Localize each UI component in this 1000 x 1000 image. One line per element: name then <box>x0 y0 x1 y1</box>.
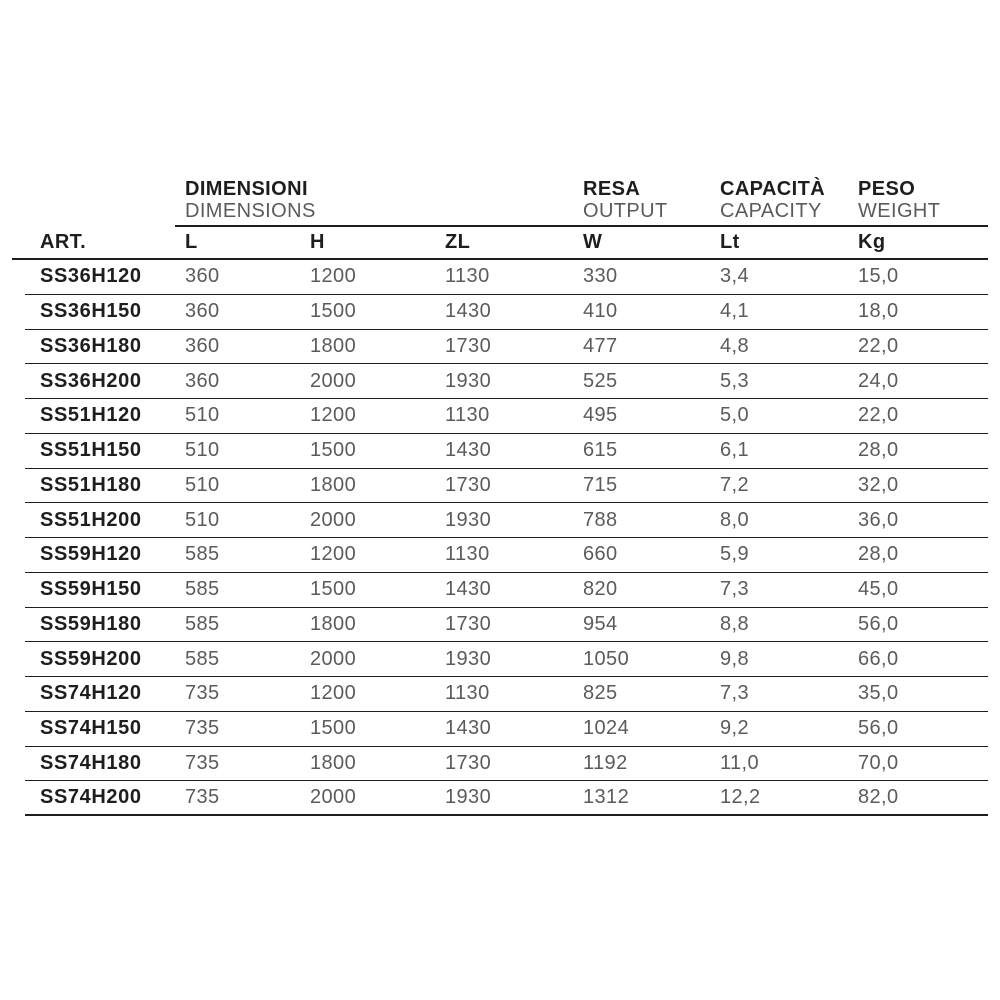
cell-w: 330 <box>583 265 618 288</box>
cell-zl: 1130 <box>445 682 490 705</box>
group-label-capacita: CAPACITÀ <box>720 178 826 200</box>
column-header-h: H <box>310 231 325 253</box>
product-spec-table <box>12 178 988 816</box>
table-row <box>25 677 988 712</box>
group-header-output <box>583 178 720 222</box>
cell-zl: 1130 <box>445 265 490 288</box>
cell-kg: 18,0 <box>858 300 899 323</box>
column-header-kg: Kg <box>858 231 886 253</box>
column-header-w: W <box>583 231 603 253</box>
cell-l: 510 <box>185 473 220 496</box>
table-row <box>25 469 988 504</box>
column-header-l: L <box>185 231 198 253</box>
cell-lt: 6,1 <box>720 439 750 462</box>
cell-h: 1500 <box>310 439 357 462</box>
cell-h: 2000 <box>310 786 357 809</box>
art-code: SS74H180 <box>40 751 142 774</box>
art-code: SS36H200 <box>40 369 142 392</box>
art-code: SS36H120 <box>40 265 142 288</box>
cell-kg: 24,0 <box>858 369 899 392</box>
cell-l: 360 <box>185 334 220 357</box>
table-row <box>25 503 988 538</box>
cell-lt: 11,0 <box>720 751 760 774</box>
cell-l: 735 <box>185 751 220 774</box>
table-body <box>25 260 988 816</box>
cell-w: 495 <box>583 404 618 427</box>
art-code: SS51H120 <box>40 404 142 427</box>
cell-l: 510 <box>185 508 220 531</box>
table-row <box>25 747 988 782</box>
column-header-zl: ZL <box>445 231 471 253</box>
cell-lt: 4,8 <box>720 334 750 357</box>
cell-kg: 28,0 <box>858 439 899 462</box>
cell-zl: 1730 <box>445 473 492 496</box>
group-label-dimensioni: DIMENSIONI <box>185 178 308 200</box>
cell-lt: 7,3 <box>720 578 750 601</box>
group-label-peso: PESO <box>858 178 916 200</box>
cell-h: 1200 <box>310 265 357 288</box>
art-code: SS74H200 <box>40 786 142 809</box>
cell-h: 1200 <box>310 682 357 705</box>
cell-kg: 56,0 <box>858 717 899 740</box>
cell-zl: 1930 <box>445 786 492 809</box>
cell-l: 510 <box>185 404 220 427</box>
cell-zl: 1730 <box>445 612 492 635</box>
cell-kg: 70,0 <box>858 751 899 774</box>
cell-w: 615 <box>583 439 618 462</box>
cell-kg: 35,0 <box>858 682 899 705</box>
cell-lt: 3,4 <box>720 265 750 288</box>
cell-zl: 1430 <box>445 439 492 462</box>
cell-w: 1192 <box>583 751 628 774</box>
table-row <box>25 781 988 816</box>
cell-lt: 5,3 <box>720 369 750 392</box>
group-header-dimensions <box>185 178 583 222</box>
cell-lt: 8,8 <box>720 612 750 635</box>
cell-kg: 15,0 <box>858 265 899 288</box>
table-row <box>25 295 988 330</box>
cell-l: 585 <box>185 647 220 670</box>
cell-w: 477 <box>583 334 618 357</box>
cell-lt: 9,8 <box>720 647 750 670</box>
art-code: SS74H150 <box>40 717 142 740</box>
cell-kg: 32,0 <box>858 473 899 496</box>
cell-kg: 36,0 <box>858 508 899 531</box>
table-row <box>25 399 988 434</box>
cell-kg: 66,0 <box>858 647 899 670</box>
cell-zl: 1930 <box>445 647 492 670</box>
group-label-resa: RESA <box>583 178 641 200</box>
cell-kg: 28,0 <box>858 543 899 566</box>
cell-l: 360 <box>185 300 220 323</box>
art-code: SS51H200 <box>40 508 142 531</box>
cell-zl: 1930 <box>445 508 492 531</box>
cell-zl: 1730 <box>445 751 492 774</box>
cell-lt: 5,0 <box>720 404 750 427</box>
cell-w: 410 <box>583 300 618 323</box>
group-header-weight <box>858 178 988 222</box>
group-label-capacity: CAPACITY <box>720 200 822 222</box>
cell-h: 2000 <box>310 508 357 531</box>
cell-l: 585 <box>185 543 220 566</box>
cell-zl: 1430 <box>445 717 492 740</box>
table-row <box>25 642 988 677</box>
cell-zl: 1130 <box>445 404 490 427</box>
cell-l: 585 <box>185 612 220 635</box>
table-row <box>25 608 988 643</box>
art-code: SS59H200 <box>40 647 142 670</box>
cell-zl: 1930 <box>445 369 492 392</box>
cell-kg: 22,0 <box>858 334 899 357</box>
cell-w: 525 <box>583 369 618 392</box>
cell-kg: 45,0 <box>858 578 899 601</box>
cell-h: 1500 <box>310 578 357 601</box>
cell-kg: 22,0 <box>858 404 899 427</box>
cell-l: 735 <box>185 717 220 740</box>
cell-l: 510 <box>185 439 220 462</box>
cell-l: 360 <box>185 265 220 288</box>
art-code: SS59H180 <box>40 612 142 635</box>
cell-zl: 1130 <box>445 543 490 566</box>
cell-lt: 4,1 <box>720 300 750 323</box>
cell-h: 1200 <box>310 543 357 566</box>
cell-kg: 82,0 <box>858 786 899 809</box>
art-code: SS74H120 <box>40 682 142 705</box>
cell-lt: 7,3 <box>720 682 750 705</box>
cell-l: 360 <box>185 369 220 392</box>
table-row <box>25 330 988 365</box>
table-row <box>25 712 988 747</box>
group-label-dimensions: DIMENSIONS <box>185 200 316 222</box>
art-code: SS51H150 <box>40 439 142 462</box>
cell-h: 1500 <box>310 717 357 740</box>
art-code: SS59H150 <box>40 578 142 601</box>
art-code: SS51H180 <box>40 473 142 496</box>
cell-lt: 12,2 <box>720 786 761 809</box>
cell-h: 1200 <box>310 404 357 427</box>
table-row <box>25 434 988 469</box>
cell-w: 1050 <box>583 647 630 670</box>
cell-w: 660 <box>583 543 618 566</box>
cell-h: 1500 <box>310 300 357 323</box>
cell-kg: 56,0 <box>858 612 899 635</box>
art-code: SS36H180 <box>40 334 142 357</box>
cell-zl: 1730 <box>445 334 492 357</box>
cell-h: 1800 <box>310 612 357 635</box>
cell-h: 1800 <box>310 751 357 774</box>
cell-w: 954 <box>583 612 618 635</box>
cell-zl: 1430 <box>445 578 492 601</box>
cell-l: 585 <box>185 578 220 601</box>
cell-w: 1024 <box>583 717 630 740</box>
group-header-capacity <box>720 178 858 222</box>
cell-lt: 9,2 <box>720 717 750 740</box>
cell-w: 1312 <box>583 786 630 809</box>
table-row <box>25 538 988 573</box>
table-group-header-row <box>175 178 988 227</box>
cell-w: 788 <box>583 508 618 531</box>
table-column-header-row <box>12 227 988 260</box>
cell-w: 825 <box>583 682 618 705</box>
art-code: SS59H120 <box>40 543 142 566</box>
group-label-weight: WEIGHT <box>858 200 941 222</box>
cell-h: 1800 <box>310 473 357 496</box>
cell-h: 2000 <box>310 369 357 392</box>
cell-zl: 1430 <box>445 300 492 323</box>
cell-h: 2000 <box>310 647 357 670</box>
cell-lt: 8,0 <box>720 508 750 531</box>
cell-l: 735 <box>185 786 220 809</box>
table-row <box>25 364 988 399</box>
cell-h: 1800 <box>310 334 357 357</box>
table-row <box>25 573 988 608</box>
group-label-output: OUTPUT <box>583 200 668 222</box>
cell-w: 820 <box>583 578 618 601</box>
cell-lt: 7,2 <box>720 473 750 496</box>
table-row <box>25 260 988 295</box>
cell-lt: 5,9 <box>720 543 750 566</box>
cell-w: 715 <box>583 473 618 496</box>
cell-l: 735 <box>185 682 220 705</box>
column-header-lt: Lt <box>720 231 740 253</box>
art-code: SS36H150 <box>40 300 142 323</box>
column-header-art: ART. <box>40 231 87 253</box>
